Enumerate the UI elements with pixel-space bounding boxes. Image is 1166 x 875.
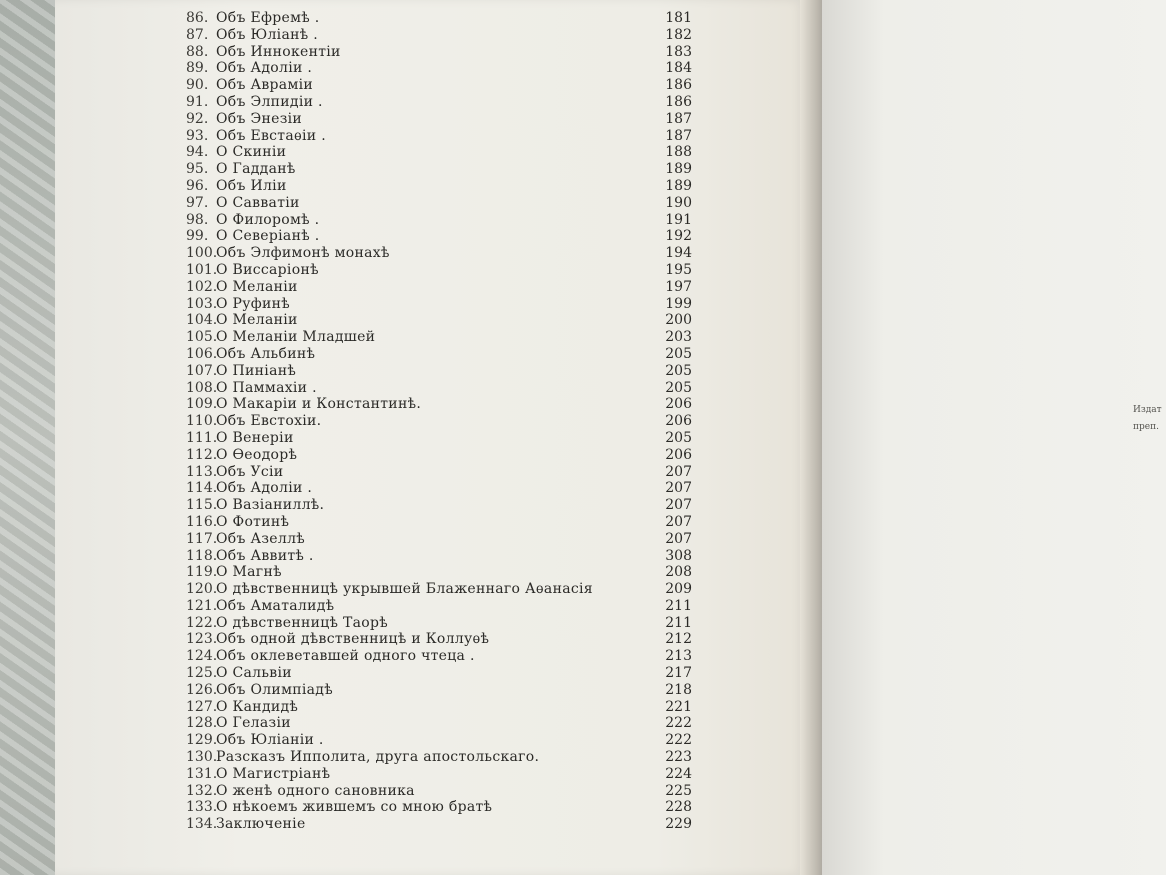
- toc-entry-title: О Северіанѣ .: [216, 228, 320, 245]
- toc-entry-number: 132.: [186, 782, 218, 799]
- toc-entry-number: 92.: [186, 110, 209, 127]
- toc-entry-page: 207: [665, 497, 692, 514]
- toc-entry-title: Объ оклеветавшей одного чтеца .: [216, 648, 475, 665]
- toc-entry-number: 110.: [186, 413, 218, 430]
- toc-entry-number: 113.: [186, 463, 218, 480]
- toc-entry: [186, 195, 706, 212]
- toc-entry: [186, 128, 706, 145]
- toc-entry-number: 115.: [186, 497, 218, 514]
- toc-entry: [186, 396, 706, 413]
- toc-entry-number: 103.: [186, 295, 218, 312]
- toc-entry-title: Заключеніе: [216, 816, 306, 833]
- toc-entry: [186, 111, 706, 128]
- toc-entry: [186, 178, 706, 195]
- toc-entry-page: 186: [665, 77, 692, 94]
- toc-entry-page: 194: [665, 245, 692, 262]
- toc-entry-title: Объ Иннокентіи: [216, 43, 341, 60]
- toc-entry-page: 205: [665, 362, 692, 379]
- toc-entry-title: О Ѳеодорѣ: [216, 446, 298, 463]
- toc-entry: [186, 548, 706, 565]
- toc-entry: [186, 60, 706, 77]
- toc-entry-title: Объ Юліанѣ .: [216, 26, 318, 43]
- toc-entry-number: 100.: [186, 245, 218, 262]
- toc-entry: [186, 766, 706, 783]
- toc-entry-title: О Скиніи: [216, 144, 287, 161]
- toc-entry-title: О Магистріанѣ: [216, 765, 331, 782]
- toc-entry-title: О Пиніанѣ: [216, 362, 297, 379]
- toc-entry-page: 211: [665, 614, 692, 631]
- toc-entry-title: Объ Аматалидѣ: [216, 597, 335, 614]
- toc-entry-title: О Филоромѣ .: [216, 211, 320, 228]
- toc-entry-page: 184: [665, 60, 692, 77]
- toc-entry: [186, 732, 706, 749]
- toc-entry-number: 133.: [186, 799, 218, 816]
- toc-entry-page: 200: [665, 312, 692, 329]
- toc-entry-number: 97.: [186, 194, 209, 211]
- toc-entry-page: 308: [665, 547, 692, 564]
- toc-entry-page: 206: [665, 413, 692, 430]
- toc-entry: [186, 749, 706, 766]
- toc-entry: [186, 665, 706, 682]
- toc-entry-page: 192: [665, 228, 692, 245]
- toc-entry-title: О женѣ одного сановника: [216, 782, 415, 799]
- toc-entry-title: Объ Адоліи .: [216, 60, 313, 77]
- toc-entry-number: 134.: [186, 816, 218, 833]
- toc-entry: [186, 144, 706, 161]
- toc-entry-number: 122.: [186, 614, 218, 631]
- toc-entry: [186, 531, 706, 548]
- toc-entry-title: О дѣвственницѣ Таорѣ: [216, 614, 389, 631]
- toc-entry-number: 88.: [186, 43, 209, 60]
- toc-entry: [186, 27, 706, 44]
- toc-entry-number: 105.: [186, 329, 218, 346]
- toc-entry: [186, 296, 706, 313]
- toc-entry-number: 130.: [186, 749, 218, 766]
- toc-entry-title: Объ Усіи: [216, 463, 284, 480]
- toc-entry: [186, 514, 706, 531]
- toc-entry-number: 116.: [186, 513, 218, 530]
- toc-entry-number: 117.: [186, 530, 218, 547]
- toc-entry-number: 101.: [186, 261, 218, 278]
- toc-entry-title: О Макаріи и Константинѣ.: [216, 396, 422, 413]
- toc-entry-title: О Савватіи: [216, 194, 300, 211]
- right-page-text: [1133, 402, 1162, 436]
- toc-entry-title: Разсказъ Ипполита, друга апостольскаго.: [216, 749, 540, 766]
- toc-entry-title: О дѣвственницѣ укрывшей Блаженнаго Аѳанасія: [216, 581, 593, 598]
- toc-entry: [186, 44, 706, 61]
- toc-entry-title: Объ Энезіи: [216, 110, 303, 127]
- toc-entry-number: 87.: [186, 26, 209, 43]
- toc-entry-number: 86.: [186, 10, 209, 26]
- toc-entry-title: О Вазіаниллѣ.: [216, 497, 325, 514]
- toc-entry-number: 121.: [186, 597, 218, 614]
- toc-entry-page: 206: [665, 396, 692, 413]
- toc-entry: [186, 715, 706, 732]
- toc-entry: [186, 245, 706, 262]
- toc-entry-title: Объ Евстохіи.: [216, 413, 322, 430]
- toc-entry-title: О Меланіи Младшей: [216, 329, 376, 346]
- toc-entry: [186, 430, 706, 447]
- toc-entry-page: 197: [665, 278, 692, 295]
- toc-entry-title: Объ Юліаніи .: [216, 732, 324, 749]
- toc-entry-title: О Виссаріонѣ: [216, 261, 319, 278]
- toc-entry-page: 190: [665, 194, 692, 211]
- toc-entry-page: 189: [665, 161, 692, 178]
- toc-entry-number: 109.: [186, 396, 218, 413]
- toc-entry-title: Объ Азеллѣ: [216, 530, 306, 547]
- toc-entry-title: Объ Альбинѣ: [216, 345, 316, 362]
- toc-entry: [186, 94, 706, 111]
- toc-entry: [186, 447, 706, 464]
- toc-entry-number: 93.: [186, 127, 209, 144]
- toc-entry-title: О Руфинѣ: [216, 295, 291, 312]
- toc-entry: [186, 816, 706, 833]
- toc-entry-page: 187: [665, 110, 692, 127]
- toc-entry-title: Объ Ефремѣ .: [216, 10, 320, 26]
- toc-entry-title: О Меланіи: [216, 278, 298, 295]
- right-page-line-1: Издат: [1133, 405, 1162, 415]
- toc-entry-page: 199: [665, 295, 692, 312]
- toc-entry-page: 212: [665, 631, 692, 648]
- toc-entry-number: 128.: [186, 715, 218, 732]
- toc-entry-number: 102.: [186, 278, 218, 295]
- toc-entry-page: 195: [665, 261, 692, 278]
- toc-entry: [186, 799, 706, 816]
- toc-entry-number: 118.: [186, 547, 218, 564]
- toc-entry-title: О Венеріи: [216, 429, 294, 446]
- toc-entry-title: Объ Адоліи .: [216, 480, 313, 497]
- toc-entry-page: 183: [665, 43, 692, 60]
- toc-entry-title: Объ Элпидіи .: [216, 93, 323, 110]
- toc-entry: [186, 262, 706, 279]
- toc-entry-number: 119.: [186, 564, 218, 581]
- toc-entry: [186, 631, 706, 648]
- toc-entry: [186, 380, 706, 397]
- toc-entry-page: 225: [665, 782, 692, 799]
- toc-entry: [186, 480, 706, 497]
- toc-entry-page: 205: [665, 429, 692, 446]
- toc-entry-number: 91.: [186, 93, 209, 110]
- toc-entry: [186, 228, 706, 245]
- toc-entry-number: 104.: [186, 312, 218, 329]
- toc-entry-page: 182: [665, 26, 692, 43]
- toc-entry-number: 108.: [186, 379, 218, 396]
- table-of-contents: [186, 10, 706, 833]
- toc-entry-number: 94.: [186, 144, 209, 161]
- toc-entry-page: 223: [665, 749, 692, 766]
- toc-entry-page: 187: [665, 127, 692, 144]
- toc-entry: [186, 497, 706, 514]
- toc-entry-number: 120.: [186, 581, 218, 598]
- toc-entry-page: 222: [665, 715, 692, 732]
- toc-entry-title: О нѣкоемъ жившемъ со мною братѣ: [216, 799, 493, 816]
- toc-entry-number: 131.: [186, 765, 218, 782]
- toc-entry-number: 96.: [186, 177, 209, 194]
- toc-entry: [186, 161, 706, 178]
- toc-entry: [186, 279, 706, 296]
- toc-entry-title: О Меланіи: [216, 312, 298, 329]
- toc-entry-page: 188: [665, 144, 692, 161]
- toc-entry-number: 90.: [186, 77, 209, 94]
- right-page: [822, 0, 1166, 875]
- toc-entry-page: 208: [665, 564, 692, 581]
- toc-entry-page: 189: [665, 177, 692, 194]
- toc-entry-number: 127.: [186, 698, 218, 715]
- toc-entry-page: 205: [665, 379, 692, 396]
- toc-entry-page: 209: [665, 581, 692, 598]
- toc-entry-number: 124.: [186, 648, 218, 665]
- toc-entry-number: 99.: [186, 228, 209, 245]
- toc-entry: [186, 581, 706, 598]
- toc-entry-number: 123.: [186, 631, 218, 648]
- toc-entry-title: О Гадданѣ: [216, 161, 296, 178]
- toc-entry: [186, 212, 706, 229]
- toc-entry-page: 207: [665, 463, 692, 480]
- toc-entry-title: Объ Олимпіадѣ: [216, 681, 333, 698]
- toc-entry-page: 207: [665, 480, 692, 497]
- toc-entry-number: 89.: [186, 60, 209, 77]
- toc-entry-page: 207: [665, 530, 692, 547]
- toc-entry: [186, 346, 706, 363]
- toc-entry-page: 186: [665, 93, 692, 110]
- toc-entry: [186, 329, 706, 346]
- toc-entry-title: Объ Элфимонѣ монахѣ: [216, 245, 390, 262]
- toc-entry-title: О Гелазіи: [216, 715, 291, 732]
- toc-entry-title: О Кандидѣ: [216, 698, 299, 715]
- toc-entry: [186, 10, 706, 27]
- toc-entry-number: 112.: [186, 446, 218, 463]
- toc-entry-number: 114.: [186, 480, 218, 497]
- toc-entry-page: 217: [665, 665, 692, 682]
- toc-entry-page: 206: [665, 446, 692, 463]
- toc-entry: [186, 312, 706, 329]
- toc-entry: [186, 77, 706, 94]
- right-page-line-2: преп.: [1133, 422, 1159, 432]
- toc-entry-number: 111.: [186, 429, 218, 446]
- toc-entry: [186, 682, 706, 699]
- toc-entry-number: 107.: [186, 362, 218, 379]
- toc-entry-page: 207: [665, 513, 692, 530]
- toc-entry-title: О Паммахіи .: [216, 379, 317, 396]
- toc-entry-page: 181: [665, 10, 692, 26]
- toc-entry-number: 129.: [186, 732, 218, 749]
- toc-entry-number: 95.: [186, 161, 209, 178]
- toc-entry: [186, 598, 706, 615]
- toc-entry: [186, 699, 706, 716]
- toc-entry: [186, 648, 706, 665]
- toc-entry-page: 203: [665, 329, 692, 346]
- toc-entry: [186, 363, 706, 380]
- toc-entry-number: 125.: [186, 665, 218, 682]
- toc-entry-title: О Сальвіи: [216, 665, 292, 682]
- toc-entry: [186, 464, 706, 481]
- toc-entry-title: Объ Авраміи: [216, 77, 314, 94]
- toc-entry-page: 228: [665, 799, 692, 816]
- toc-entry-page: 213: [665, 648, 692, 665]
- toc-entry-title: Объ Иліи: [216, 177, 287, 194]
- toc-entry-page: 221: [665, 698, 692, 715]
- toc-entry-title: Объ Аввитѣ .: [216, 547, 314, 564]
- toc-entry-title: Объ Евстаѳіи .: [216, 127, 326, 144]
- toc-entry-number: 126.: [186, 681, 218, 698]
- toc-entry-title: Объ одной дѣвственницѣ и Коллуѳѣ: [216, 631, 490, 648]
- toc-entry-page: 224: [665, 765, 692, 782]
- toc-entry: [186, 783, 706, 800]
- toc-entry-page: 191: [665, 211, 692, 228]
- toc-entry-page: 211: [665, 597, 692, 614]
- toc-entry-number: 98.: [186, 211, 209, 228]
- toc-entry: [186, 564, 706, 581]
- toc-entry-page: 229: [665, 816, 692, 833]
- toc-entry-title: О Магнѣ: [216, 564, 282, 581]
- toc-entry-page: 205: [665, 345, 692, 362]
- toc-entry-page: 222: [665, 732, 692, 749]
- toc-entry-page: 218: [665, 681, 692, 698]
- toc-entry-title: О Фотинѣ: [216, 513, 290, 530]
- toc-entry: [186, 615, 706, 632]
- toc-entry-number: 106.: [186, 345, 218, 362]
- toc-entry: [186, 413, 706, 430]
